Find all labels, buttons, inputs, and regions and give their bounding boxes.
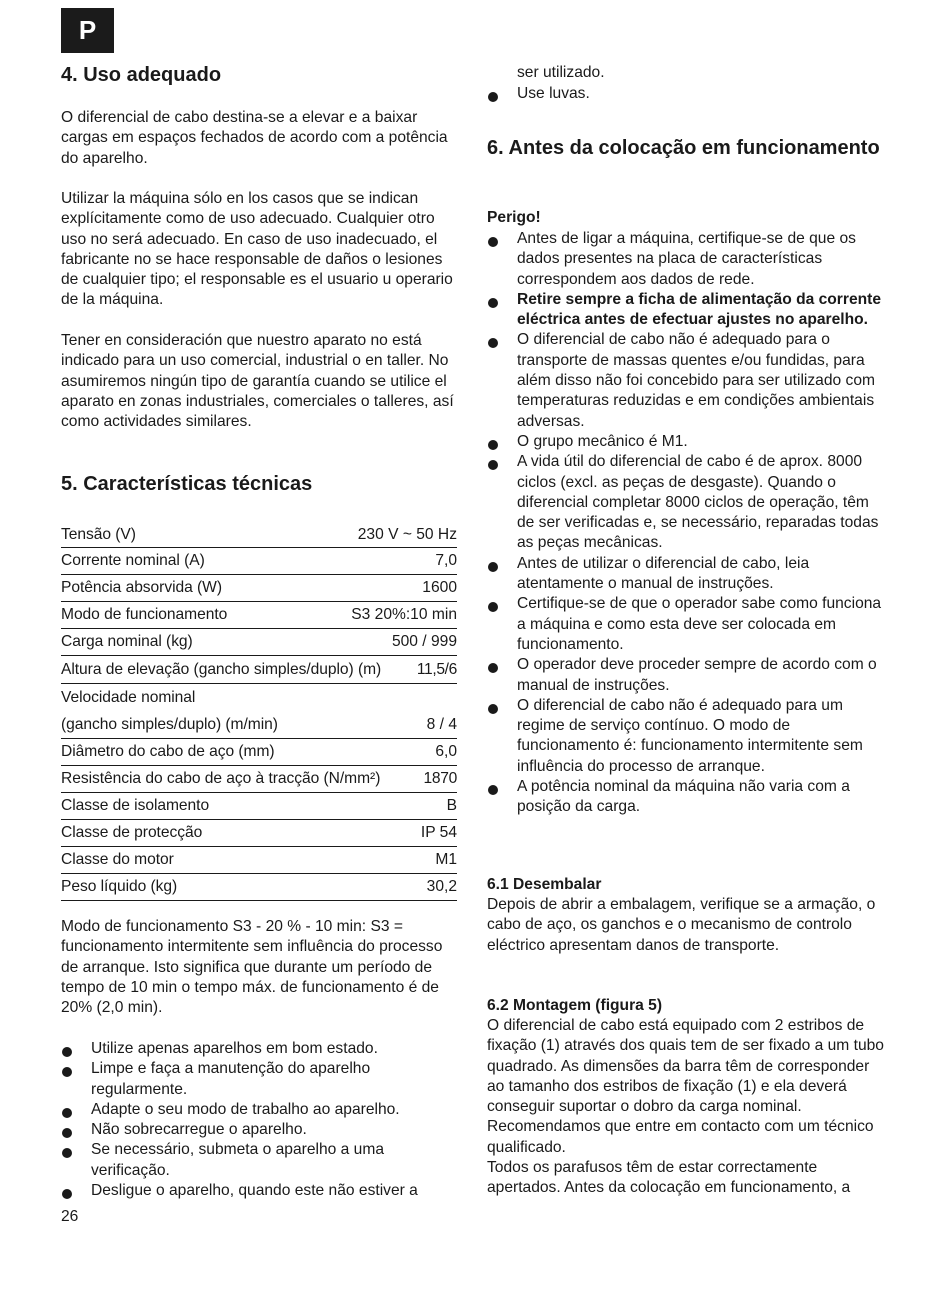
spec-row — [61, 656, 457, 684]
section-6-1-title: 6.1 Desembalar — [487, 876, 602, 893]
spec-row — [61, 548, 457, 575]
list-item: Retire sempre a ficha de alimentação da corrente eléctrica antes de efectuar ajustes no aparelho. — [487, 290, 887, 331]
spec-label: Tensão (V) — [61, 525, 136, 543]
list-item: O grupo mecânico é M1. — [487, 432, 887, 452]
safety-bullet-list — [487, 229, 887, 818]
spec-label: (gancho simples/duplo) (m/min) — [61, 715, 278, 733]
spec-row — [61, 629, 457, 656]
spec-label: Diâmetro do cabo de aço (mm) — [61, 743, 275, 760]
list-item: Adapte o seu modo de trabalho ao aparelho. — [61, 1100, 457, 1120]
list-item: A potência nominal da máquina não varia com a posição da carga. — [487, 777, 887, 818]
spec-label: Carga nominal (kg) — [61, 633, 193, 650]
spec-label: Velocidade nominal — [61, 688, 196, 706]
spec-value: M1 — [435, 851, 457, 868]
section-6-1-text: Depois de abrir a embalagem, verifique se a armação, o cabo de aço, os ganchos e o mecanismo de controlo eléctrico apresentam danos de transporte. — [487, 896, 876, 954]
spec-row — [61, 793, 457, 820]
section-4-title: 4. Uso adequado — [61, 64, 222, 86]
spec-value: B — [446, 797, 457, 814]
section-4-paragraph-3: Tener en consideración que nuestro aparato no está indicado para un uso comercial, industrial o en taller. No asumiremos ningún tipo de garantía cuando se utilice el aparato en zonas industriales, comerciales o talleres, así como actividades similares. — [61, 332, 454, 431]
section-5-title: 5. Características técnicas — [61, 473, 313, 495]
danger-heading: Perigo! — [487, 209, 541, 226]
section-6-2-text: O diferencial de cabo está equipado com 2 estribos de fixação (1) através dos quais tem de ser fixado a um tubo quadrado. As dimensões da barra têm de corresponder ao tamanho dos estribos de fixação (1) e ela deverá conseguir suportar o dobro da carga nominal. Recomendamos que entre em contacto com um técnico qualificado. — [487, 1017, 884, 1156]
list-item: Antes de utilizar o diferencial de cabo, leia atentamente o manual de instruções. — [487, 554, 887, 595]
list-item: Use luvas. — [487, 84, 887, 104]
section-4-paragraph-1: O diferencial de cabo destina-se a elevar e a baixar cargas em espaços fechados de acordo com a potência do aparelho. — [61, 109, 448, 167]
spec-row — [61, 874, 457, 901]
section-6-title: 6. Antes da colocação em funcionamento — [487, 137, 880, 159]
language-tag: P — [61, 8, 114, 53]
page-number: 26 — [61, 1208, 79, 1225]
list-item: Se necessário, submeta o aparelho a uma verificação. — [61, 1140, 457, 1181]
spec-label: Peso líquido (kg) — [61, 878, 178, 895]
section-4-paragraph-2: Utilizar la máquina sólo en los casos que se indican explícitamente como de uso adecuado. Cualquier otro uso no será adecuado. En caso de uso inadecuado, el fabricante no se hace responsable de daños o lesiones de cualquier tipo; el responsable es el usuario u operario de la máquina. — [61, 190, 453, 309]
spec-row — [61, 684, 457, 711]
list-item: O diferencial de cabo não é adequado para o transporte de massas quentes e/ou fundidas, para além disso não foi concebido para ser utilizado com temperaturas reduzidas e em condições ambientais adversas. — [487, 330, 887, 431]
list-item: Utilize apenas aparelhos em bom estado. — [61, 1039, 457, 1059]
list-item: Desligue o aparelho, quando este não estiver a — [61, 1181, 457, 1201]
spec-row — [61, 820, 457, 847]
spec-value: 6,0 — [435, 743, 457, 760]
spec-value: 1600 — [422, 579, 457, 596]
gloves-bullet-list — [487, 84, 887, 104]
list-item: O operador deve proceder sempre de acordo com o manual de instruções. — [487, 655, 887, 696]
spec-value: 11,5/6 — [416, 660, 457, 678]
section-6-2-title: 6.2 Montagem (figura 5) — [487, 997, 663, 1014]
list-item: Antes de ligar a máquina, certifique-se de que os dados presentes na placa de características correspondem aos dados de rede. — [487, 229, 887, 290]
usage-bullet-list — [61, 1039, 457, 1201]
spec-value: 500 / 999 — [391, 633, 457, 650]
spec-label: Classe do motor — [61, 851, 174, 868]
spec-row — [61, 711, 457, 739]
spec-value: 7,0 — [435, 552, 457, 569]
spec-label: Resistência do cabo de aço à tracção (N/mm²) — [61, 770, 381, 787]
spec-value: 8 / 4 — [426, 715, 457, 733]
operation-mode-note: Modo de funcionamento S3 - 20 % - 10 min: S3 = funcionamento intermitente sem influência do processo de arranque. Isto significa que durante um período de tempo de 10 min o tempo máx. de funcionamento é de 20% (2,0 min). — [61, 918, 443, 1017]
spec-row — [61, 766, 457, 793]
spec-value: 230 V ~ 50 Hz — [357, 525, 457, 543]
continued-text: ser utilizado. — [517, 64, 605, 81]
spec-label: Altura de elevação (gancho simples/duplo) (m) — [61, 660, 382, 678]
spec-value: 1870 — [423, 770, 457, 787]
list-item: O diferencial de cabo não é adequado para um regime de serviço contínuo. O modo de funcionamento é: funcionamento intermitente sem influência do processo de arranque. — [487, 696, 887, 777]
spec-row — [61, 575, 457, 602]
spec-value: S3 20%:10 min — [351, 606, 457, 623]
spec-label: Modo de funcionamento — [61, 606, 228, 623]
spec-row — [61, 602, 457, 629]
spec-row — [61, 522, 457, 548]
list-item: Limpe e faça a manutenção do aparelho regularmente. — [61, 1059, 457, 1100]
spec-row — [61, 847, 457, 874]
spec-label: Classe de isolamento — [61, 797, 210, 814]
spec-row — [61, 739, 457, 766]
list-item: A vida útil do diferencial de cabo é de aprox. 8000 ciclos (excl. as peças de desgaste). Quando o diferencial completar 8000 ciclos de operação, têm de ser verificadas e, se necessário, reparadas todas as peças mecânicas. — [487, 452, 887, 553]
section-6-2-text-continued: Todos os parafusos têm de estar correctamente apertados. Antes da colocação em funcionamento, a — [487, 1159, 851, 1197]
specs-table — [61, 522, 457, 901]
spec-value: IP 54 — [420, 824, 457, 841]
spec-value: 30,2 — [426, 878, 457, 895]
spec-label: Classe de protecção — [61, 824, 203, 841]
spec-label: Potência absorvida (W) — [61, 579, 222, 596]
spec-label: Corrente nominal (A) — [61, 552, 205, 569]
list-item: Não sobrecarregue o aparelho. — [61, 1120, 457, 1140]
list-item: Certifique-se de que o operador sabe como funciona a máquina e como esta deve ser colocada em funcionamento. — [487, 594, 887, 655]
